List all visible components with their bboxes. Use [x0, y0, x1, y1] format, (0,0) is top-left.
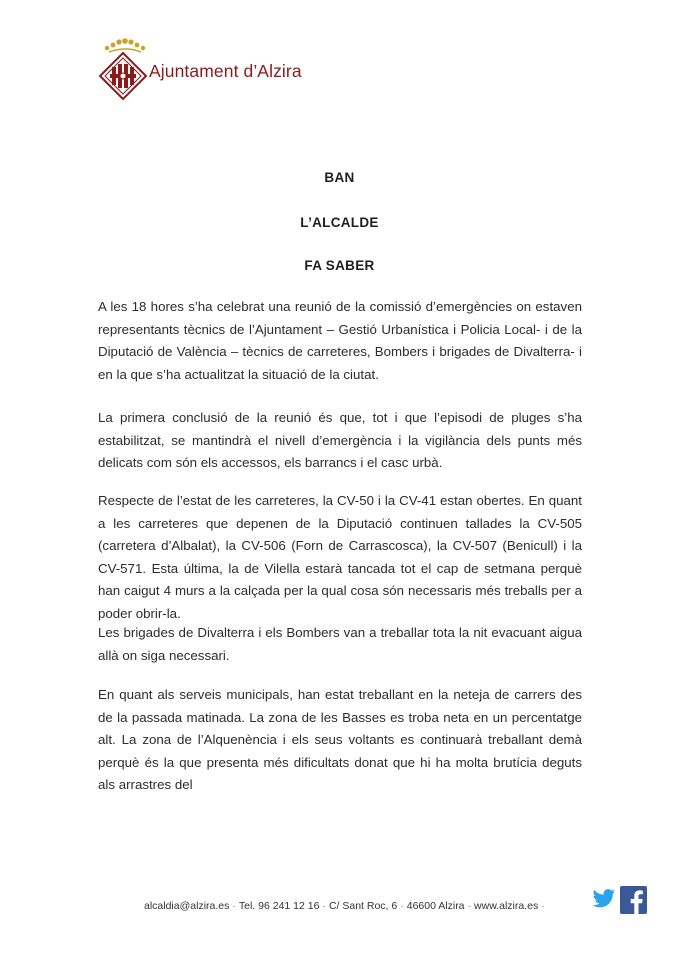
postal-code: 46600 Alzira: [406, 900, 465, 912]
paragraph-roads: Respecte de l’estat de les carreteres, la CV-50 i la CV-41 estan obertes. En quant a les carreteres que depenen de la Diputació continuen tallades la CV-505 (carretera d’Albalat), la CV-506 (Forn de Carrascosca), la CV-507 (Benicull) i la CV-571. Esta última, la de Vilella estarà tancada tot el cap de setmana perquè han caigut 4 murs a la calçada per la qual cosa són necessaris més treballs per a poder obrir-la.: [98, 493, 582, 621]
email-link[interactable]: alcaldia@alzira.es: [144, 900, 230, 912]
separator: ·: [467, 900, 472, 912]
separator: ·: [541, 900, 545, 912]
city-shield-icon: [99, 52, 147, 100]
paragraph-conclusion: La primera conclusió de la reunió és que, tot i que l’episodi de pluges s’ha estabilitzat, se mantindrà el nivell d’emergència i la vigilància dels punts més delicats com són els accessos, els barrancs i el casc urbà.: [98, 410, 582, 470]
heading-ban: BAN: [324, 170, 355, 185]
paragraph-municipal-services: En quant als serveis municipals, han estat treballant en la neteja de carrers des de la passada matinada. La zona de les Basses es troba neta en un percentatge alt. La zona de l’Alquenència i els seus voltants es continuarà treballant demà perquè és la que presenta més dificultats donat que hi ha molta brutícia deguts als arrastres del: [98, 687, 582, 792]
facebook-icon[interactable]: [620, 886, 647, 914]
organization-name: Ajuntament d’Alzira: [149, 61, 302, 81]
paragraph-meeting: A les 18 hores s’ha celebrat una reunió de la comissió d’emergències on estaven representants tècnics de l’Ajuntament – Gestió Urbanística i Policia Local- i de la Diputació de València – tècnics de carreteres, Bombers i brigades de Divalterra- i en la que s’ha actualitzat la situació de la ciutat.: [98, 299, 582, 382]
separator: ·: [322, 900, 326, 912]
twitter-icon[interactable]: [592, 889, 616, 909]
footer-contact: [144, 900, 548, 912]
heading-fa-saber: FA SABER: [304, 258, 375, 273]
paragraph-brigades: Les brigades de Divalterra i els Bombers van a treballar tota la nit evacuant aigua allà on siga necessari.: [98, 625, 582, 663]
phone-number: Tel. 96 241 12 16: [238, 900, 320, 912]
address: C/ Sant Roc, 6: [328, 900, 398, 912]
heading-alcalde: L’ALCALDE: [300, 215, 379, 230]
letterhead: [97, 36, 337, 106]
separator: ·: [232, 900, 236, 912]
separator: ·: [400, 900, 404, 912]
website-link[interactable]: www.alzira.es: [474, 900, 539, 912]
